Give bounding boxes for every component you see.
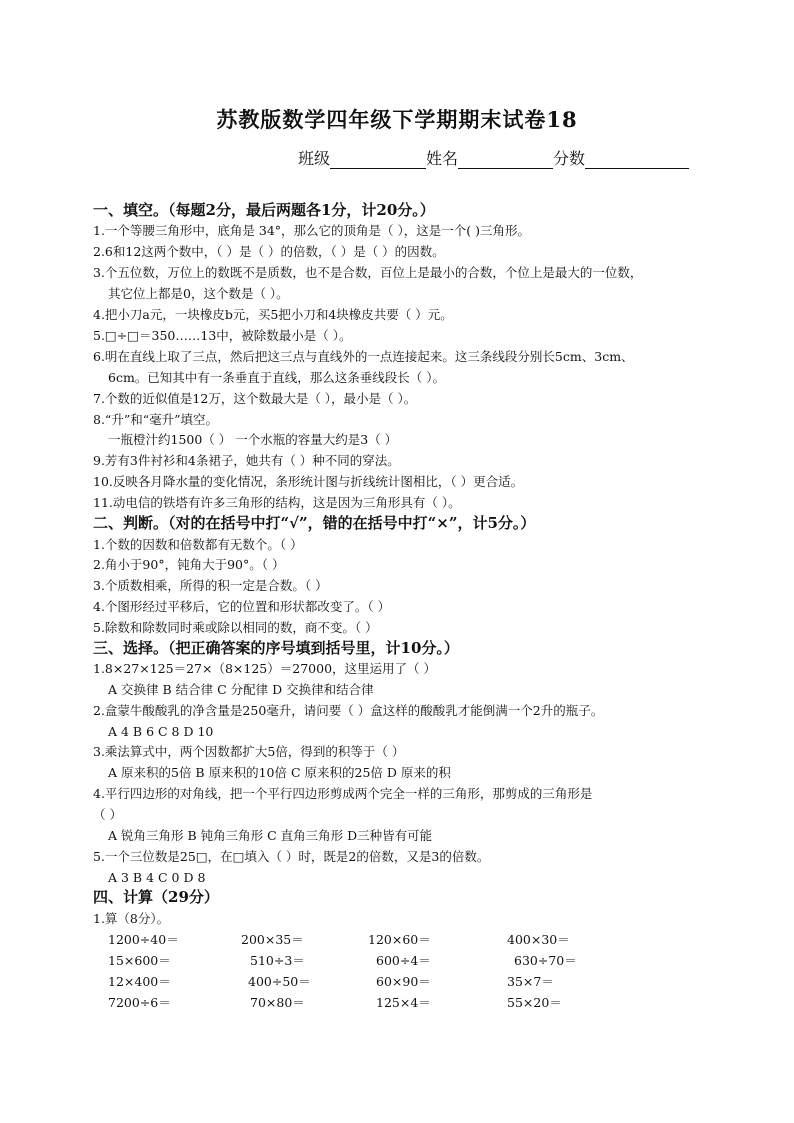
question-1-3-cont: 其它位上都是0，这个数是（ ）。 xyxy=(108,286,289,301)
calc-item: 600÷4＝ xyxy=(376,953,431,968)
student-info-line xyxy=(298,146,689,169)
calc-item: 35×7＝ xyxy=(507,974,554,989)
question-3-1: 1.8×27×125＝27×（8×125）＝27000，这里运用了（ ） xyxy=(93,661,436,676)
calc-item: 400×30＝ xyxy=(507,932,570,947)
question-1-6: 6.明在直线上取了三点，然后把这三点与直线外的一点连接起来。这三条线段分别长5cm、3cm、 xyxy=(93,349,634,364)
calc-item: 12×400＝ xyxy=(108,974,171,989)
question-2-3: 3.个质数相乘，所得的积一定是合数。（ ） xyxy=(93,578,328,593)
calc-item: 400÷50＝ xyxy=(248,974,311,989)
calc-item: 70×80＝ xyxy=(250,995,305,1010)
calc-item: 15×600＝ xyxy=(108,953,171,968)
question-3-2: 2.盒蒙牛酸酸乳的净含量是250毫升，请问要（ ）盒这样的酸酸乳才能倒满一个2升的瓶子。 xyxy=(93,703,604,718)
question-2-2: 2.角小于90°，钝角大于90°。（ ） xyxy=(93,557,285,572)
question-3-4-cont: （ ） xyxy=(93,807,122,822)
question-1-6-cont: 6cm。已知其中有一条垂直于直线，那么这条垂线段长（ ）。 xyxy=(108,370,446,385)
calc-item: 60×90＝ xyxy=(376,974,431,989)
question-1-4: 4.把小刀a元，一块橡皮b元，买5把小刀和4块橡皮共要（ ）元。 xyxy=(93,307,453,322)
question-1-8: 8.“升”和“毫升”填空。 xyxy=(93,412,218,427)
calc-item: 55×20＝ xyxy=(507,995,562,1010)
question-3-5: 5.一个三位数是25□，在□填入（ ）时，既是2的倍数，又是3的倍数。 xyxy=(93,849,490,864)
question-1-2: 2.6和12这两个数中，（ ）是（ ）的倍数，（ ）是（ ）的因数。 xyxy=(93,244,445,259)
score-blank[interactable] xyxy=(585,150,689,169)
question-4-1: 1.算（8分）。 xyxy=(93,911,170,926)
question-1-11: 11.动电信的铁塔有许多三角形的结构，这是因为三角形具有（ ）。 xyxy=(93,495,461,510)
question-3-4: 4.平行四边形的对角线，把一个平行四边形剪成两个完全一样的三角形，那剪成的三角形是 xyxy=(93,786,593,801)
question-3-3: 3.乘法算式中，两个因数都扩大5倍，得到的积等于（ ） xyxy=(93,744,405,759)
class-blank[interactable] xyxy=(330,150,426,169)
question-2-1: 1.个数的因数和倍数都有无数个。（ ） xyxy=(93,537,303,552)
question-3-3-options: A 原来积的5倍 B 原来积的10倍 C 原来积的25倍 D 原来的积 xyxy=(108,765,451,780)
calc-item: 1200÷40＝ xyxy=(108,932,179,947)
question-1-9: 9.芳有3件衬衫和4条裙子，她共有（ ）种不同的穿法。 xyxy=(93,453,400,468)
question-1-10: 10.反映各月降水量的变化情况，条形统计图与折线统计图相比，（ ）更合适。 xyxy=(93,474,524,489)
calc-item: 125×4＝ xyxy=(376,995,431,1010)
calc-item: 510÷3＝ xyxy=(250,953,305,968)
class-label: 班级 xyxy=(298,149,331,168)
question-1-5: 5.□÷□＝350……13中，被除数最小是（ ）。 xyxy=(93,328,352,343)
question-3-5-options: A 3 B 4 C 0 D 8 xyxy=(108,870,206,885)
section-2-heading: 二、判断。（对的在括号中打“√”，错的在括号中打“×”，计5分。） xyxy=(93,514,536,532)
question-3-1-options: A 交换律 B 结合律 C 分配律 D 交换律和结合律 xyxy=(108,682,374,697)
section-4-heading: 四、计算（29分） xyxy=(93,888,219,906)
name-label: 姓名 xyxy=(426,149,459,168)
calc-item: 630÷70＝ xyxy=(514,953,577,968)
calc-item: 200×35＝ xyxy=(241,932,304,947)
question-2-4: 4.个图形经过平移后，它的位置和形状都改变了。（ ） xyxy=(93,599,391,614)
question-1-3: 3.个五位数，万位上的数既不是质数，也不是合数，百位上是最小的合数，个位上是最大的一位数， xyxy=(93,265,643,280)
name-blank[interactable] xyxy=(458,150,553,169)
page-title: 苏教版数学四年级下学期期末试卷18 xyxy=(216,107,578,132)
question-3-4-options: A 锐角三角形 B 钝角三角形 C 直角三角形 D三种皆有可能 xyxy=(108,828,433,843)
calc-item: 120×60＝ xyxy=(368,932,431,947)
section-3-heading: 三、选择。（把正确答案的序号填到括号里，计10分。） xyxy=(93,639,459,657)
section-1-heading: 一、填空。（每题2分，最后两题各1分，计20分。） xyxy=(93,201,435,219)
question-1-8-items: 一瓶橙汁约1500（ ） 一个水瓶的容量大约是3（ ） xyxy=(108,432,398,447)
question-2-5: 5.除数和除数同时乘或除以相同的数，商不变。（ ） xyxy=(93,620,378,635)
question-1-1: 1.一个等腰三角形中，底角是 34°，那么它的顶角是（ ），这是一个( )三角形。 xyxy=(93,223,531,238)
question-1-7: 7.个数的近似值是12万，这个数最大是（ ），最小是（ ）。 xyxy=(93,391,417,406)
score-label: 分数 xyxy=(553,149,586,168)
calc-item: 7200÷6＝ xyxy=(108,995,171,1010)
question-3-2-options: A 4 B 6 C 8 D 10 xyxy=(108,724,214,739)
